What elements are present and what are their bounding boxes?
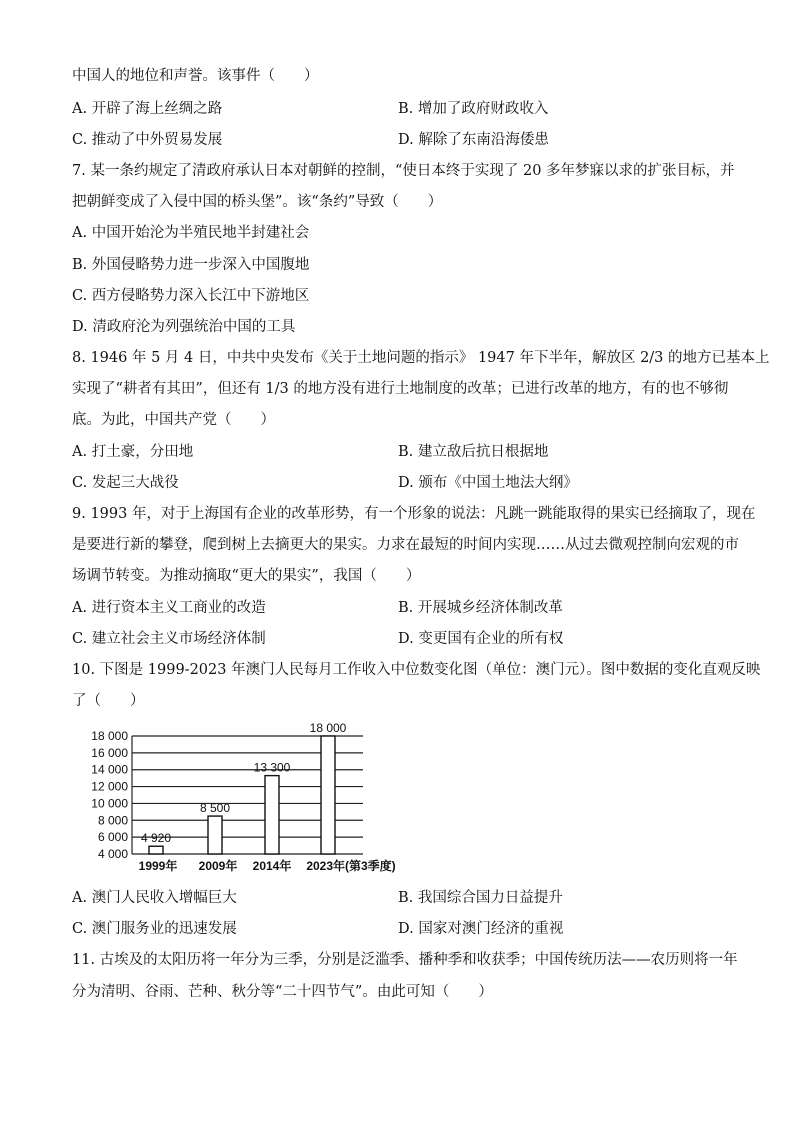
bar — [321, 736, 335, 854]
question-8-stem-line-1: 8. 1946 年 5 月 4 日，中共中央发布《关于土地问题的指示》 1947 年下半年，解放区 2/3 的地方已基本上 — [72, 350, 770, 366]
y-tick-label: 16 000 — [91, 745, 128, 760]
y-tick-label: 12 000 — [91, 779, 128, 794]
bar-value-label: 18 000 — [309, 721, 347, 735]
question-7-stem-line-2: 把朝鲜变成了入侵中国的桥头堡”。该“条约”导致（ ） — [72, 194, 443, 210]
question-8-stem-line-2: 实现了“耕者有其田”，但还有 1/3 的地方没有进行土地制度的改革；已进行改革的地方，有的也不够彻 — [72, 381, 729, 397]
question-7-stem-line-1: 7. 某一条约规定了清政府承认日本对朝鲜的控制，“使日本终于实现了 20 多年梦寐以求的扩张目标，并 — [72, 163, 735, 179]
question-9-stem-line-3: 场调节转变。为推动摘取“更大的果实”，我国（ ） — [72, 568, 421, 584]
q8-option-c: C. 发起三大战役 — [72, 475, 179, 491]
y-tick-label: 18 000 — [91, 729, 128, 743]
q10-option-d: D. 国家对澳门经济的重视 — [398, 921, 564, 937]
bar-value-label: 13 300 — [253, 760, 291, 775]
question-9-stem-line-1: 9. 1993 年，对于上海国有企业的改革形势，有一个形象的说法：凡跳一跳能取得的果实已经摘取了，现在 — [72, 506, 756, 522]
q8-option-b: B. 建立敌后抗日根据地 — [398, 444, 549, 460]
x-category-label: 1999年 — [138, 859, 178, 873]
q6-option-d: D. 解除了东南沿海倭患 — [398, 132, 549, 148]
y-tick-label: 4 000 — [97, 847, 128, 861]
y-tick-label: 8 000 — [97, 813, 128, 828]
q6-option-a: A. 开辟了海上丝绸之路 — [72, 101, 223, 117]
q9-option-c: C. 建立社会主义市场经济体制 — [72, 631, 266, 647]
q9-option-b: B. 开展城乡经济体制改革 — [398, 600, 563, 616]
bar-value-label: 8 500 — [199, 801, 231, 816]
question-11-stem-line-2: 分为清明、谷雨、芒种、秋分等“二十四节气”。由此可知（ ） — [72, 984, 493, 1000]
x-category-label: 2023年(第3季度) — [306, 859, 396, 873]
bar — [265, 776, 279, 854]
bar — [208, 816, 222, 854]
bar — [149, 846, 163, 854]
x-category-label: 2014年 — [252, 859, 292, 873]
q6-option-b: B. 增加了政府财政收入 — [398, 101, 549, 117]
q10-option-c: C. 澳门服务业的迅速发展 — [72, 921, 237, 937]
question-9-stem-line-2: 是要进行新的攀登，爬到树上去摘更大的果实。力求在最短的时间内实现……从过去微观控制向宏观的市 — [72, 537, 739, 553]
y-tick-label: 6 000 — [97, 830, 128, 845]
q10-option-b: B. 我国综合国力日益提升 — [398, 890, 563, 906]
q8-option-a: A. 打土豪，分田地 — [72, 444, 194, 460]
question-6-stem-end: 中国人的地位和声誉。该事件（ ） — [72, 68, 319, 84]
q7-option-c: C. 西方侵略势力深入长江中下游地区 — [72, 288, 310, 304]
q9-option-d: D. 变更国有企业的所有权 — [398, 631, 564, 647]
y-tick-label: 10 000 — [91, 796, 128, 811]
q7-option-d: D. 清政府沦为列强统治中国的工具 — [72, 319, 296, 335]
question-10-stem-line-1: 10. 下图是 1999-2023 年澳门人民每月工作收入中位数变化图（单位：澳门元）。图中数据的变化直观反映 — [72, 662, 761, 678]
y-tick-label: 14 000 — [91, 762, 128, 777]
question-11-stem-line-1: 11. 古埃及的太阳历将一年分为三季，分别是泛滥季、播种季和收获季；中国传统历法——农历则将一年 — [72, 952, 738, 968]
q6-option-c: C. 推动了中外贸易发展 — [72, 132, 223, 148]
x-category-label: 2009年 — [198, 859, 238, 873]
q8-option-d: D. 颁布《中国土地法大纲》 — [398, 475, 578, 491]
bar-value-label: 4 920 — [140, 831, 172, 846]
q10-option-a: A. 澳门人民收入增幅巨大 — [72, 890, 237, 906]
question-8-stem-line-3: 底。为此，中国共产党（ ） — [72, 412, 275, 428]
question-10-stem-line-2: 了（ ） — [72, 693, 145, 709]
q7-option-a: A. 中国开始沦为半殖民地半封建社会 — [72, 225, 310, 241]
q7-option-b: B. 外国侵略势力进一步深入中国腹地 — [72, 257, 310, 273]
income-bar-chart — [80, 718, 440, 878]
q9-option-a: A. 进行资本主义工商业的改造 — [72, 600, 266, 616]
